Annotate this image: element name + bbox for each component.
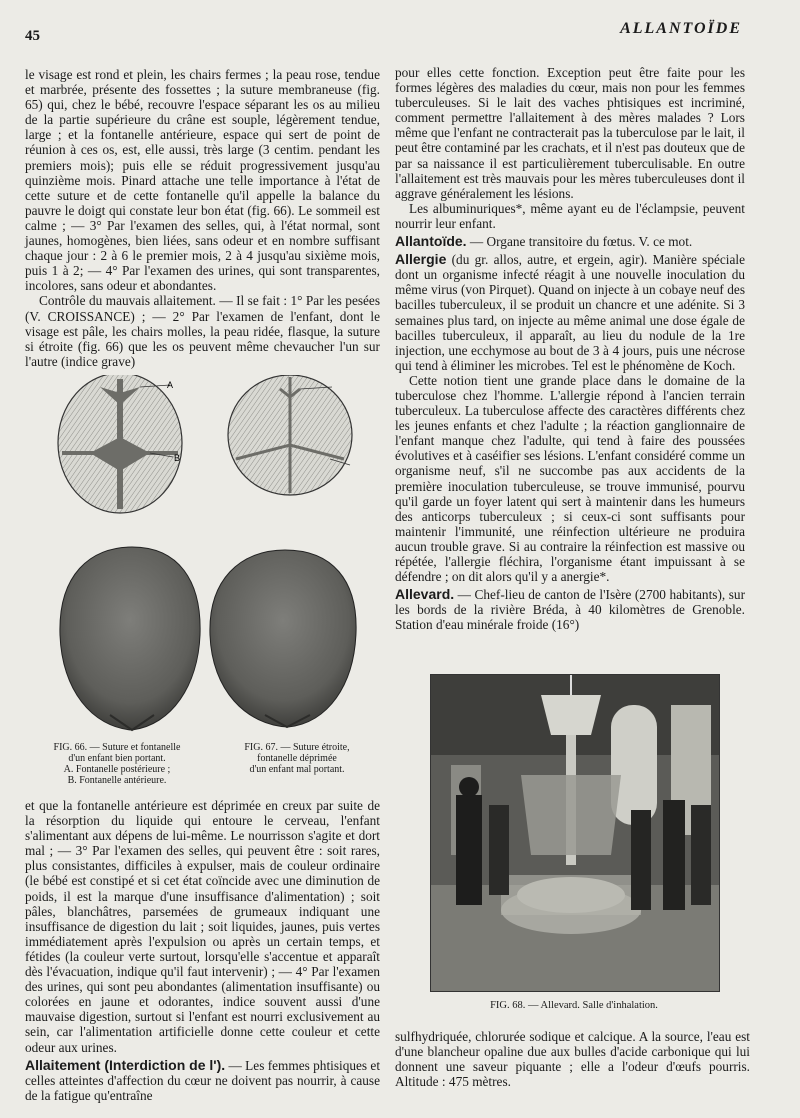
paragraph: Les albuminuriques*, même ayant eu de l'éclampsie, peuvent nourrir leur enfant. xyxy=(395,200,745,231)
fig-label-a: A xyxy=(167,380,174,390)
caption-line: FIG. 66. — Suture et fontanelle xyxy=(53,742,181,753)
caption-line: FIG. 67. — Suture étroite, xyxy=(244,742,350,753)
entry-allantoide xyxy=(395,234,745,249)
caption-line: A. Fontanelle postérieure ; xyxy=(63,764,171,775)
fig66-skull xyxy=(58,375,182,513)
running-head: ALLANTOÏDE xyxy=(620,20,742,37)
headword: Allevard. xyxy=(395,586,455,603)
entry-allevard xyxy=(395,587,745,632)
inhalation-room-image xyxy=(431,675,719,991)
entry-text: (du gr. allos, autre, et ergein, agir). Manière spéciale dont un organisme infecté réagit à une nouvelle inoculation du même virus (von Pirquet). Quand on injecte à un cobaye neuf des bacilles tuberculeux, il se produit un chancre et une adénite. Si 3 semaines plus tard, on injecte au même animal une dose égale de bacilles tuberculeux, il apparaît, au lieu du nodule de la 1re injection, une ecchymose au bout de 3 à 4 jours, puis une nécrose qui tend à éliminer les microbes. Tel est le phénomène de Koch. xyxy=(395,252,745,373)
fig67-skull xyxy=(228,375,352,495)
headword: Allantoïde. xyxy=(395,233,467,250)
paragraph: pour elles cette fonction. Exception peut être faite pour les formes légères des maladies du cœur, mais non pour les femmes tuberculeuses. Si le lait des vaches phtisiques est incriminé, comment permettre l'allaitement à des mères malades ? Lors même que l'enfant ne contracterait pas la tuberculose par le lait, il peut être contaminé par les crachats, et il n'est pas douteux que de par sa naissance il est particulièrement tuberculisable. En outre l'allaitement est très mauvais pour les mères tuberculeuses dont il aggrave généralement les lésions. xyxy=(395,65,745,201)
caption-line: d'un enfant bien portant. xyxy=(68,753,166,764)
entry-text: — Chef-lieu de canton de l'Isère (2700 habitants), sur les bords de la rivière Bréda, à 40 kilomètres de Grenoble. Station d'eau minérale froide (16°) xyxy=(395,587,745,633)
fig66-back-view xyxy=(60,547,200,730)
fig66-caption xyxy=(28,742,206,786)
paragraph: et que la fontanelle antérieure est déprimée en creux par suite de la résorption du liquide qui entoure le cerveau, l'enfant s'alimentant aux dépens de lui-même. Le nourrisson s'agite et dort mal ; — 3° Par l'examen des selles, qui peuvent être : soit rares, plus consistantes, difficiles à expulser, mais de couleur ordinaire (le bébé est constipé et si cet état coïncide avec une diminution de poids, il est la marque d'une insuffisance d'alimentation) ; soit pâles, blanchâtres, parsemées de grumeaux indiquant une insuffisance de digestion du lait ; soit liquides, jaunes, puis vertes immédiatement après l'expulsion ou après un certain temps, et fétides (la couleur verte surtout, lorsqu'elle s'accentue et apparaît dès l'évacuation, indique qu'il faut intervenir) ; — 4° Par l'examen des urines, qui sont peu abondantes (alimentation insuffisante) ou colorées en jaune et odorantes, indice souvent aussi d'une mauvaise digestion, surtout si l'enfant est nourri exclusivement au sein, car l'alimentation artificielle donne cette couleur et cette odeur aux urines. xyxy=(25,798,380,1055)
right-column-bottom xyxy=(395,1029,750,1089)
paragraph: sulfhydriquée, chlorurée sodique et calcique. A la source, l'eau est d'une blancheur opaline due aux bulles d'acide carbonique qui lui donnent une saveur piquante ; elle a l'odeur d'œufs pourris. Altitude : 475 mètres. xyxy=(395,1029,750,1090)
left-column-top xyxy=(25,67,380,369)
fig67-back-view xyxy=(210,550,356,727)
skull-illustrations xyxy=(40,375,380,745)
fig68-caption: FIG. 68. — Allevard. Salle d'inhalation. xyxy=(490,1000,658,1011)
entry-allaitement xyxy=(25,1058,380,1103)
allevard-photo xyxy=(430,674,720,992)
right-column-top xyxy=(395,65,745,632)
caption-line: B. Fontanelle antérieure. xyxy=(67,775,167,786)
entry-text: — Les femmes phtisiques et celles atteintes d'affection du cœur ne doivent pas nourrir, à cause de la fatigue qu'entraîne xyxy=(25,1057,381,1103)
entry-text: — Organe transitoire du fœtus. V. ce mot. xyxy=(466,234,693,250)
page-number: 45 xyxy=(25,28,40,44)
caption-line: fontanelle déprimée xyxy=(257,753,337,764)
fig-label-b: B xyxy=(174,453,181,463)
fig67-caption xyxy=(212,742,382,775)
entry-allergie xyxy=(395,252,745,373)
paragraph: le visage est rond et plein, les chairs fermes ; la peau rose, tendue et marbrée, présente des fossettes ; la suture membraneuse (fig. 65) qui, chez le bébé, recouvre l'espace séparant les os au milieu de la partie supérieure du crâne est souple, légèrement tendue, large ; et la fontanelle antérieure, espace qui sert de point de réunion à ces os, est, elle aussi, très large (3 centim. pendant les premiers mois); puis elle se réduit progressivement jusqu'au quinzième mois. Pinard attache une telle importance à l'état de cette suture et de cette fontanelle qu'il appelle la balance du pauvre le doigt qui constate leur bon état (fig. 66). Le sommeil est calme ; — 3° Par l'examen des selles, qui, à l'état normal, sont jaunes, homogènes, bien liées, sans odeur et en nombre suffisant chaque jour : 2 à 6 le premier mois, 2 à 4 jusqu'au sixième mois, puis 1 à 2; — 4° Par l'examen des urines, qui sont transparentes, incolores, sans odeur et abondantes. xyxy=(25,67,380,294)
caption-line: d'un enfant mal portant. xyxy=(249,764,345,775)
headword: Allergie xyxy=(395,251,447,268)
paragraph: Contrôle du mauvais allaitement. — Il se fait : 1° Par les pesées (V. CROISSANCE) ; — 2° Par l'examen de l'enfant, dont le visage est pâle, les chairs molles, la peau ridée, flasque, la suture si étroite (fig. 66) que les os peuvent même chevaucher l'un sur l'autre (indice grave) xyxy=(25,293,380,369)
paragraph: Cette notion tient une grande place dans le domaine de la tuberculose chez l'homme. L'allergie répond à l'ancien terrain tuberculeux. La tuberculose affecte des caractères différents chez les jeunes enfants et chez l'adulte ; la réaction ganglionnaire de l'enfant manque chez l'adulte, qui tend à faire des poussées évolutives et à caséifier ses lésions. L'enfant considéré comme un organisme neuf, s'il ne succombe pas aux accidents de la première inoculation tuberculeuse, se trouve immunisé, pourvu qu'il garde un foyer latent qui sert à maintenir dans les humeurs des anticorps tuberculeux ; si ceux-ci sont suffisants pour maintenir l'immunité, une réinfection ultérieure ne produira aucun trouble grave. Si au contraire la réinfection est massive ou répétée, l'allergie fléchira, l'organisme étant impuissant à se défendre ; on dit alors qu'il y a anergie*. xyxy=(395,372,745,585)
headword: Allaitement (Interdiction de l'). xyxy=(25,1056,226,1073)
left-column-bottom xyxy=(25,798,380,1103)
